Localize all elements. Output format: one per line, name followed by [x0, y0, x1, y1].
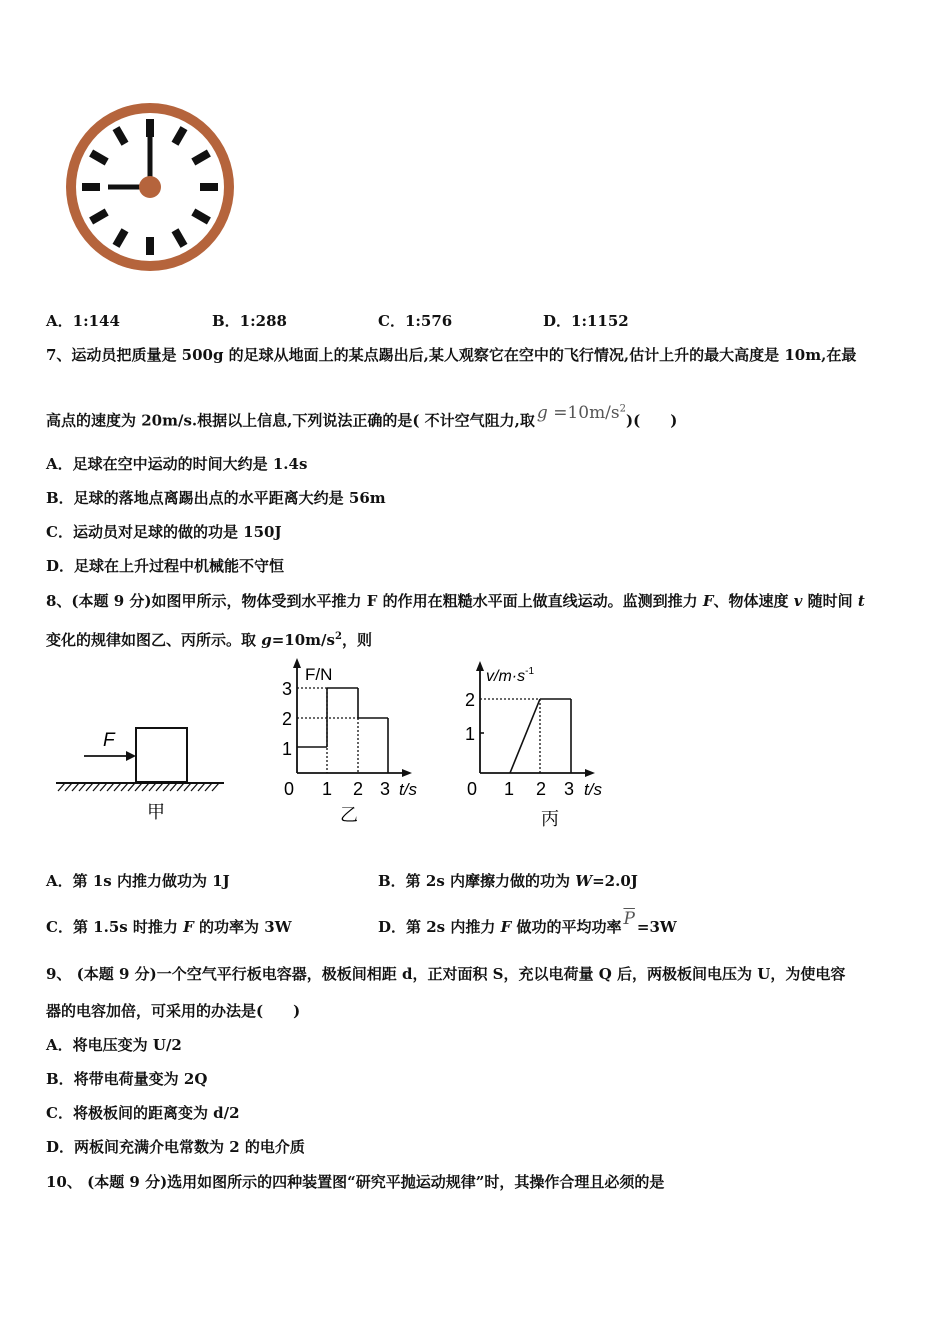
- bing-x-arrow: [585, 769, 595, 777]
- q8-option-d-mid: 做功的平均功率: [511, 918, 622, 936]
- q8-option-b-post: =2.0J: [592, 872, 638, 890]
- bing-ylabel: [486, 666, 534, 685]
- bing-xtick-2: 2: [536, 779, 547, 799]
- yi-ytick-1: 1: [282, 739, 293, 759]
- q9-option-b: B．将带电荷量变为 2Q: [46, 1070, 208, 1088]
- q8-option-c-post: 的功率为 3W: [193, 918, 292, 936]
- q8-option-b-pre: B．第 2s 内摩擦力做的功为: [378, 872, 576, 890]
- yi-xtick-3: 3: [380, 779, 391, 799]
- q7-formula: [537, 403, 626, 423]
- q8-option-d-F: F: [500, 918, 512, 936]
- q8-option-d-P: $\overline{P}$: [623, 909, 635, 929]
- q8-option-b: [378, 871, 638, 891]
- yi-xtick-2: 2: [353, 779, 364, 799]
- q7-option-b: B．足球的落地点离踢出点的水平距离大约是 56m: [46, 489, 386, 507]
- q8-stem-b: 、物体速度: [713, 592, 794, 610]
- yi-origin: 0: [284, 779, 295, 799]
- yi-xlabel: t/s: [399, 780, 417, 799]
- bing-xlabel: t/s: [584, 780, 602, 799]
- q7-formula-eq: =10m/s: [553, 402, 620, 423]
- q6-option-c: C．1:576: [378, 312, 453, 330]
- q9-option-d: D．两板间充满介电常数为 2 的电介质: [46, 1138, 305, 1156]
- q8-option-d-post: =3W: [636, 918, 677, 936]
- force-label: F: [103, 730, 115, 751]
- force-arrowhead: [126, 751, 136, 761]
- q9-stem-line1: 9、 (本题 9 分)一个空气平行板电容器，极板间相距 d，正对面积 S，充以电荷量 Q 后，两极板间电压为 U，为使电容: [46, 965, 846, 983]
- yi-ylabel: F/N: [305, 665, 333, 684]
- q8-option-d: [378, 909, 677, 937]
- q8-option-d-pre: D．第 2s 内推力: [378, 918, 501, 936]
- bing-ylabel-exp: -1: [525, 666, 535, 677]
- clock-center: [139, 176, 161, 198]
- q6-option-a: A．1:144: [46, 312, 120, 330]
- figure-bing: [462, 658, 622, 830]
- q9-option-c: C．将极板间的距离变为 d/2: [46, 1104, 240, 1122]
- q8-stem-a: 8、(本题 9 分)如图甲所示，物体受到水平推力 F 的作用在粗糙水平面上做直线运动。监测到推力: [46, 592, 703, 610]
- q8-option-b-W: W: [575, 872, 593, 890]
- yi-force-steps: [297, 688, 388, 773]
- caption-jia: 甲: [147, 802, 165, 823]
- ground-hatch: [58, 783, 219, 791]
- q6-option-d: D．1:1152: [543, 312, 629, 330]
- bing-ytick-2: 2: [465, 690, 476, 710]
- bing-y-arrow: [476, 661, 484, 671]
- bing-velocity-line: [480, 699, 571, 773]
- q8-stem2-b: =10m/s: [271, 631, 335, 649]
- figure-yi: [276, 658, 436, 830]
- q8-stem2-a: 变化的规律如图乙、丙所示。取: [46, 631, 262, 649]
- q7-stem-end: )( ): [626, 411, 678, 430]
- bing-origin: 0: [467, 779, 478, 799]
- q8-stem-v: v: [793, 592, 803, 610]
- bing-xtick-3: 3: [564, 779, 575, 799]
- q7-option-d: D．足球在上升过程中机械能不守恒: [46, 557, 285, 575]
- q9-option-a: A．将电压变为 U/2: [46, 1036, 182, 1054]
- q6-option-b: B．1:288: [212, 312, 287, 330]
- bing-ytick-1: 1: [465, 724, 476, 744]
- q9-stem-line2: 器的电容加倍，可采用的办法是( ): [46, 1002, 301, 1020]
- bing-ylabel-main: v/m·s: [486, 668, 526, 685]
- q7-formula-g: g: [536, 402, 548, 423]
- figure-jia: [50, 718, 230, 830]
- yi-y-arrow: [293, 658, 301, 668]
- q8-stem-F: F: [702, 592, 714, 610]
- q7-stem-text: 高点的速度为 20m/s.根据以上信息,下列说法正确的是( 不计空气阻力,取: [46, 411, 535, 430]
- yi-ytick-3: 3: [282, 679, 293, 699]
- q8-stem2-c: ，则: [341, 631, 372, 649]
- bing-xtick-1: 1: [504, 779, 515, 799]
- q7-stem-line2: [46, 402, 678, 431]
- yi-xtick-1: 1: [322, 779, 333, 799]
- q8-stem-c: 随时间: [802, 592, 858, 610]
- yi-ytick-2: 2: [282, 709, 293, 729]
- caption-bing: 丙: [541, 809, 559, 830]
- q8-option-c-F: F: [183, 918, 194, 936]
- q8-stem2-g: g: [261, 631, 272, 649]
- clock-figure: [58, 98, 242, 276]
- q8-stem-line1: [46, 591, 865, 611]
- q8-option-c: [46, 917, 292, 937]
- q8-option-a: A．第 1s 内推力做功为 1J: [46, 872, 230, 890]
- q10-stem-line1: 10、 (本题 9 分)选用如图所示的四种装置图“研究平抛运动规律”时，其操作合理且必须的是: [46, 1173, 665, 1191]
- caption-yi: 乙: [340, 805, 358, 826]
- q7-option-c: C．运动员对足球的做的功是 150J: [46, 523, 282, 541]
- q8-option-c-pre: C．第 1.5s 时推力: [46, 918, 184, 936]
- q7-formula-exp: 2: [619, 403, 627, 414]
- q8-stem2-exp: 2: [334, 631, 342, 642]
- q8-stem-line2: [46, 627, 372, 650]
- bing-dotted-guides: [480, 699, 540, 773]
- block: [136, 728, 187, 782]
- q7-option-a: A．足球在空中运动的时间大约是 1.4s: [46, 455, 308, 473]
- q8-stem-t: t: [857, 592, 865, 610]
- q7-stem-line1: 7、运动员把质量是 500g 的足球从地面上的某点踢出后,某人观察它在空中的飞行情况,估计上升的最大高度是 10m,在最: [46, 346, 857, 364]
- yi-x-arrow: [402, 769, 412, 777]
